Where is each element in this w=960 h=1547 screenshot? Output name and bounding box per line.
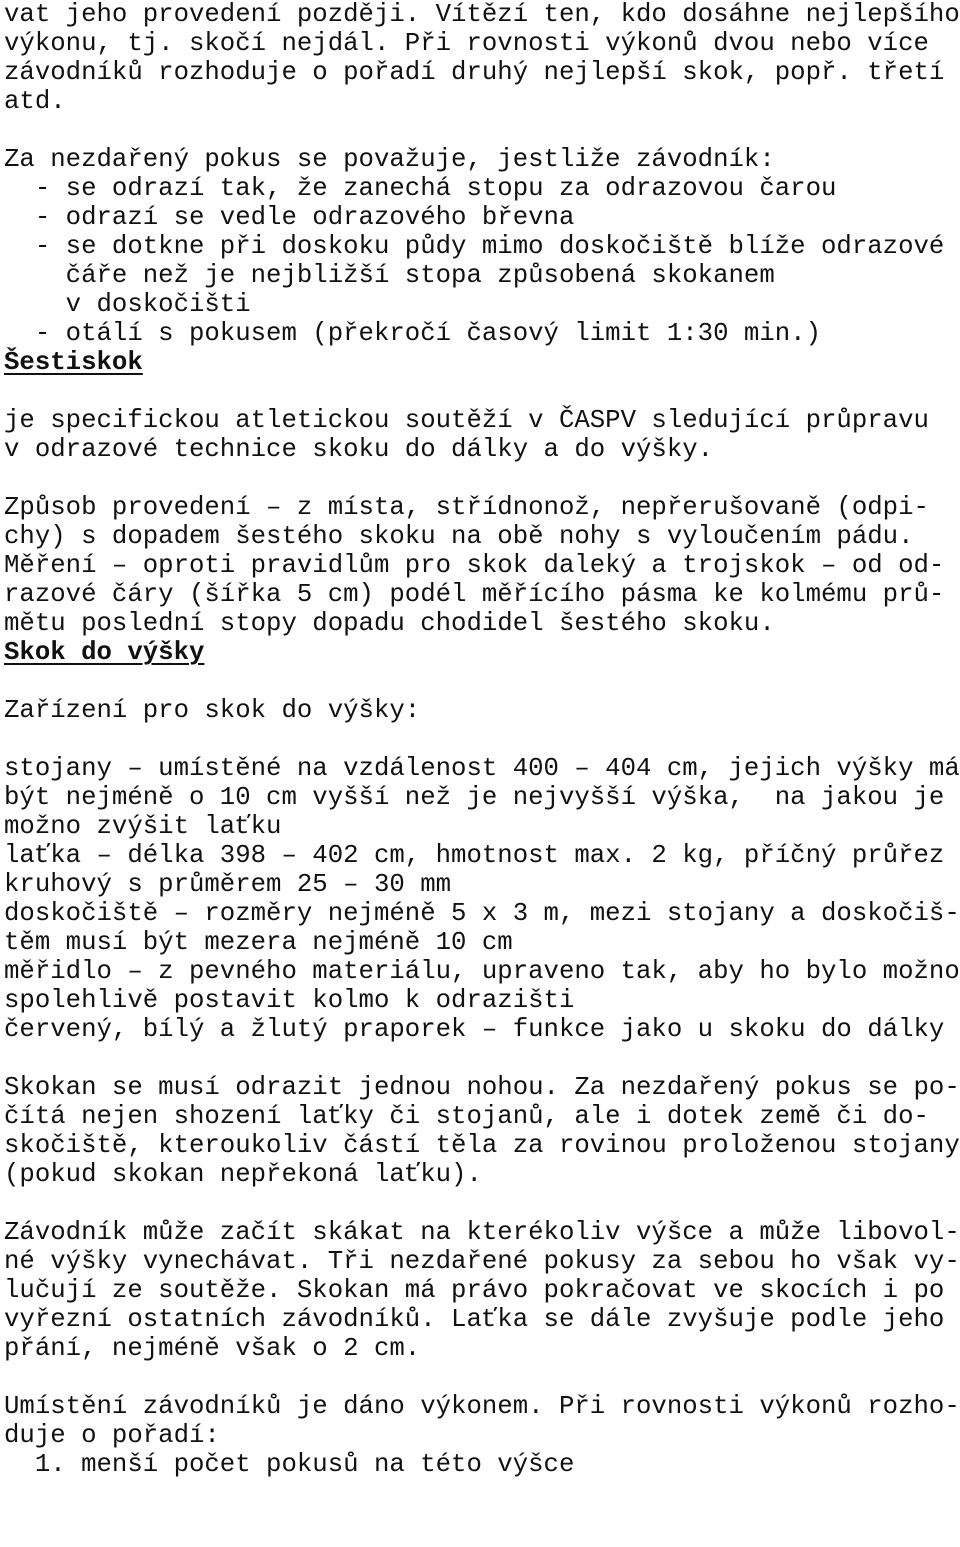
section-heading-sestiskok: Šestiskok: [4, 348, 143, 377]
list-item: - se dotkne při doskoku půdy mimo doskočiště blíže odrazové: [4, 232, 945, 261]
text-line: Umístění závodníků je dáno výkonem. Při rovnosti výkonů rozho-: [4, 1392, 960, 1421]
takeoff-paragraph: [4, 1073, 958, 1189]
text-line: kruhový s průměrem 25 – 30 mm: [4, 870, 452, 899]
text-line: laťka – délka 398 – 402 cm, hmotnost max. 2 kg, příčný průřez: [4, 841, 945, 870]
failed-attempt-list: [4, 145, 958, 348]
text-line: čítá nejen shození laťky či stojanů, ale i dotek země či do-: [4, 1102, 929, 1131]
text-line: stojany – umístěné na vzdálenost 400 – 404 cm, jejich výšky má: [4, 754, 960, 783]
spacer: [4, 667, 958, 696]
list-item: - se odrazí tak, že zanechá stopu za odrazovou čarou: [4, 174, 837, 203]
text-line: být nejméně o 10 cm vyšší než je nejvyšší výška, na jakou je: [4, 783, 945, 812]
text-line: spolehlivě postavit kolmo k odrazišti: [4, 986, 575, 1015]
spacer: [4, 1044, 958, 1073]
text-line: měřidlo – z pevného materiálu, upraveno tak, aby ho bylo možno: [4, 957, 960, 986]
spacer: [4, 377, 958, 406]
spacer: [4, 1363, 958, 1392]
list-item-continuation: čáře než je nejbližší stopa způsobená skokanem: [4, 261, 775, 290]
spacer: [4, 464, 958, 493]
sestiskok-intro-paragraph: [4, 406, 958, 464]
text-line: duje o pořadí:: [4, 1421, 220, 1450]
list-item-continuation: v doskočišti: [4, 290, 251, 319]
text-line: mětu poslední stopy dopadu chodidel šestého skoku.: [4, 609, 775, 638]
start-height-paragraph: [4, 1218, 958, 1363]
text-line: výkonu, tj. skočí nejdál. Při rovnosti výkonů dvou nebo více: [4, 29, 929, 58]
document-page: [4, 0, 958, 1479]
text-line: Za nezdařený pokus se považuje, jestliže závodník:: [4, 145, 775, 174]
equipment-label: Zařízení pro skok do výšky:: [4, 696, 421, 725]
list-item: - otálí s pokusem (překročí časový limit 1:30 min.): [4, 319, 821, 348]
spacer: [4, 725, 958, 754]
intro-paragraph: [4, 0, 958, 116]
ranking-paragraph: [4, 1392, 958, 1479]
text-line: chy) s dopadem šestého skoku na obě nohy s vyloučením pádu.: [4, 522, 914, 551]
spacer: [4, 116, 958, 145]
text-line: vyřezní ostatních závodníků. Laťka se dále zvyšuje podle jeho: [4, 1305, 945, 1334]
text-line: možno zvýšit laťku: [4, 812, 282, 841]
text-line: doskočiště – rozměry nejméně 5 x 3 m, mezi stojany a doskočiš-: [4, 899, 960, 928]
text-line: vat jeho provedení později. Vítězí ten, kdo dosáhne nejlepšího: [4, 0, 960, 29]
text-line: skočiště, kteroukoliv částí těla za rovinou proloženou stojany: [4, 1131, 960, 1160]
text-line: Skokan se musí odrazit jednou nohou. Za nezdařený pokus se po-: [4, 1073, 960, 1102]
section-heading-skok-do-vysky: Skok do výšky: [4, 638, 205, 667]
text-line: Závodník může začít skákat na kterékoliv výšce a může libovol-: [4, 1218, 960, 1247]
text-line: červený, bílý a žlutý praporek – funkce jako u skoku do dálky: [4, 1015, 945, 1044]
sestiskok-method-paragraph: [4, 493, 958, 638]
text-line: Způsob provedení – z místa, střídnonož, nepřerušovaně (odpi-: [4, 493, 929, 522]
text-line: těm musí být mezera nejméně 10 cm: [4, 928, 513, 957]
text-line: je specifickou atletickou soutěží v ČASPV sledující průpravu: [4, 406, 929, 435]
text-line: (pokud skokan nepřekoná laťku).: [4, 1160, 482, 1189]
spacer: [4, 1189, 958, 1218]
text-line: přání, nejméně však o 2 cm.: [4, 1334, 421, 1363]
text-line: razové čáry (šířka 5 cm) podél měřícího pásma ke kolmému prů-: [4, 580, 945, 609]
text-line: závodníků rozhoduje o pořadí druhý nejlepší skok, popř. třetí: [4, 58, 945, 87]
text-line: v odrazové technice skoku do dálky a do výšky.: [4, 435, 714, 464]
text-line: lučují ze soutěže. Skokan má právo pokračovat ve skocích i po: [4, 1276, 945, 1305]
text-line: né výšky vynechávat. Tři nezdařené pokusy za sebou ho však vy-: [4, 1247, 960, 1276]
list-item: - odrazí se vedle odrazového břevna: [4, 203, 575, 232]
list-item: 1. menší počet pokusů na této výšce: [4, 1450, 575, 1479]
equipment-list: [4, 754, 958, 1044]
text-line: atd.: [4, 87, 66, 116]
text-line: Měření – oproti pravidlům pro skok daleký a trojskok – od od-: [4, 551, 945, 580]
